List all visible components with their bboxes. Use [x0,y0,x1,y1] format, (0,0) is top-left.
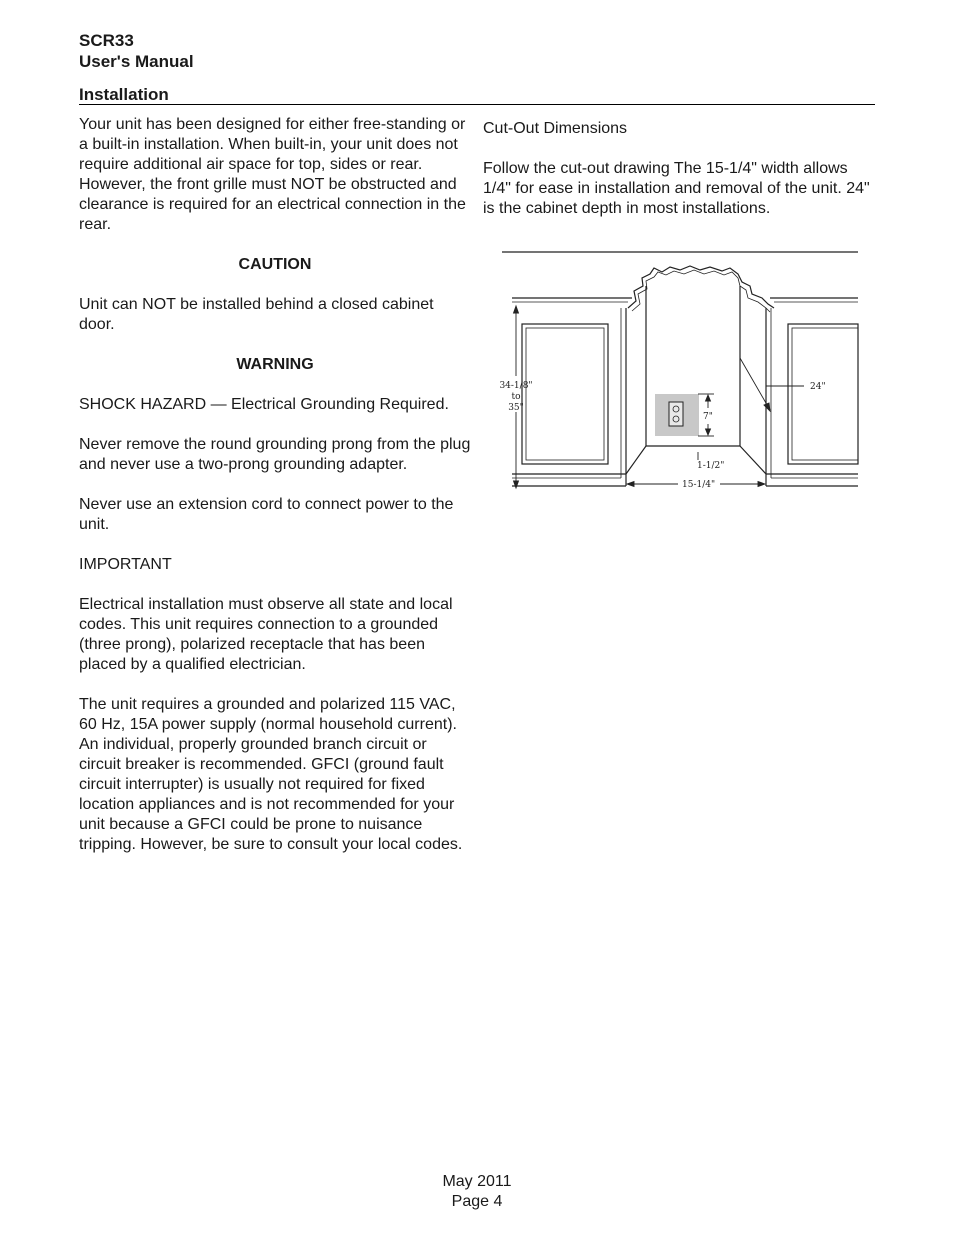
height-label-bottom: 35" [508,403,524,413]
power-supply-paragraph: The unit requires a grounded and polarized 115 VAC, 60 Hz, 15A power supply (normal household current). An individual, properly grounded branch circuit or circuit breaker is recommended. GFCI (ground fault circuit interrupter) is usually not required for fixed location appliances and is not recommended for your unit because a GFCI could be prone to nuisance tripping. However, be sure to consult your local codes. [79,696,463,853]
extension-cord-paragraph: Never use an extension cord to connect power to the unit. [79,496,454,533]
height-label-mid: to [511,392,521,402]
document-title: User's Manual [79,52,194,71]
cutout-paragraph: Follow the cut-out drawing The 15-1/4" width allows 1/4" for ease in installation and removal of the unit. 24" is the cabinet depth in most installations. [483,160,870,217]
height-label-top: 34-1/8" [499,381,533,391]
caution-heading: CAUTION [238,256,312,273]
model-name: SCR33 [79,31,134,50]
right-column [483,119,878,239]
document-header [79,30,194,72]
caution-text: Unit can NOT be installed behind a closed cabinet door. [79,296,434,333]
right-cabinet-door [788,324,858,464]
floor-gap-label: 1-1/2" [697,461,725,471]
warning-heading: WARNING [236,356,314,373]
grounding-prong-paragraph: Never remove the round grounding prong from the plug and never use a two-prong grounding adapter. [79,436,471,473]
warning-text: SHOCK HAZARD — Electrical Grounding Required. [79,396,449,413]
electrical-codes-paragraph: Electrical installation must observe all state and local codes. This unit requires connection to a grounded (three prong), polarized receptacle that has been placed by a qualified electrician. [79,596,453,673]
important-heading: IMPORTANT [79,556,172,573]
broken-wall-edge-inner [632,270,770,312]
footer-date: May 2011 [442,1173,512,1190]
depth-label: 24" [810,382,826,392]
intro-paragraph: Your unit has been designed for either free-standing or a built-in installation. When built-in, your unit does not require additional air space for top, sides or rear. However, the front grille must NOT be obstructed and clearance is required for an electrical connection in the rear. [79,116,466,233]
outlet-height-label: 7" [703,412,713,422]
broken-wall-edge [628,266,774,308]
section-title: Installation [79,85,169,104]
section-divider [79,104,875,105]
width-label: 15-1/4" [682,480,716,490]
cutout-heading: Cut-Out Dimensions [483,120,628,137]
cutout-diagram [498,246,860,496]
footer-page-number: Page 4 [451,1193,503,1210]
left-cabinet-door [522,324,608,464]
cutout-drawing [498,246,860,496]
left-column [79,115,471,875]
